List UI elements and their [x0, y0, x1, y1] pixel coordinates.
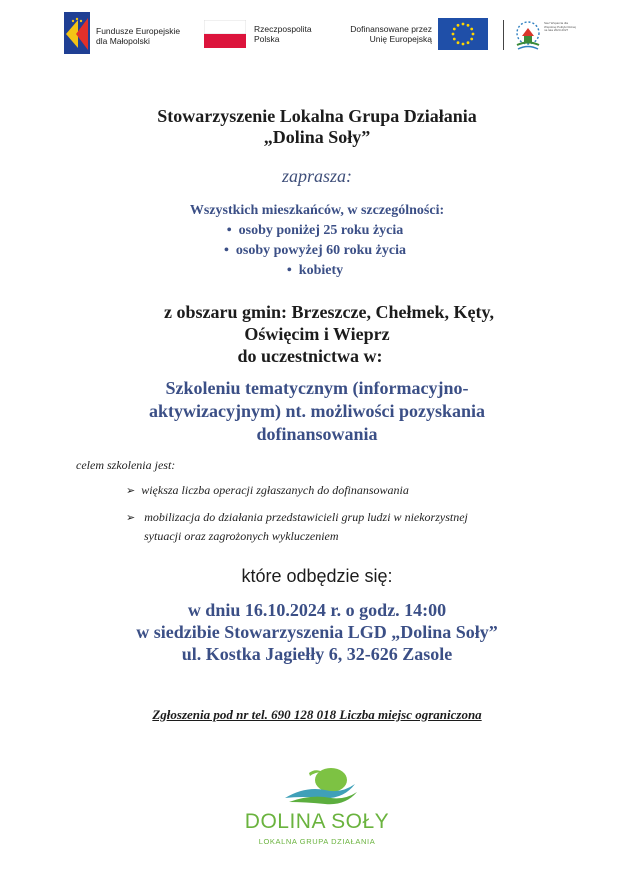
- area-line3: do uczestnictwa w:: [237, 346, 383, 366]
- training-title: [0, 377, 634, 446]
- fe-logo: [64, 12, 194, 56]
- goals-label: celem szkolenia jest:: [76, 458, 176, 472]
- bullet-icon: •: [286, 263, 299, 278]
- logo-divider: [503, 20, 504, 50]
- rp-logo-line1: Rzeczpospolita: [254, 24, 312, 34]
- training-line3: dofinansowania: [256, 424, 378, 444]
- eu-flag-icon: [438, 18, 488, 50]
- event-place: w siedzibie Stowarzyszenia LGD „Dolina Soły”: [136, 622, 498, 642]
- training-line1: Szkoleniu tematycznym (informacyjno-: [165, 378, 469, 398]
- organizer-title: [0, 106, 634, 148]
- rp-logo: [204, 20, 334, 50]
- brand-name: DOLINA SOŁY: [244, 810, 390, 833]
- event-intro: które odbędzie się:: [241, 566, 393, 586]
- fe-logo-line1: Fundusze Europejskie: [96, 26, 181, 36]
- goal-item-text-line1: mobilizacja do działania przedstawicieli grup ludzi w niekorzystnej: [144, 510, 468, 524]
- fe-flag-icon: [64, 12, 90, 54]
- eu-logo: [336, 18, 496, 52]
- contact-line: Zgłoszenia pod nr tel. 690 128 018 Liczba miejsc ograniczona: [152, 707, 482, 722]
- audience-item: • osoby poniżej 25 roku życia: [226, 223, 404, 238]
- dolina-sola-emblem-icon: [281, 764, 361, 808]
- goal-item: [126, 508, 586, 545]
- goal-item: [126, 481, 409, 500]
- invite-text: zaprasza:: [281, 166, 352, 186]
- event-address: ul. Kostka Jagiełły 6, 32-626 Zasole: [181, 644, 453, 664]
- brand-subtitle: LOKALNA GRUPA DZIAŁANIA: [258, 837, 376, 846]
- audience-list: [0, 221, 634, 281]
- audience-item: • kobiety: [286, 263, 344, 278]
- ksow-logo-text: Sieć Wsparcia dla Wspólnej Polityki Rolnej na lata 2023-2027: [544, 21, 577, 33]
- training-line2: aktywizacyjnym) nt. możliwości pozyskania: [149, 401, 485, 421]
- event-details: [0, 599, 634, 665]
- rp-logo-line2: Polska: [254, 34, 280, 44]
- goal-item-text: większa liczba operacji zgłaszanych do dofinansowania: [141, 483, 409, 497]
- area-line2: Oświęcim i Wieprz: [244, 324, 390, 344]
- area-line1: z obszaru gmin: Brzeszcze, Chełmek, Kęty,: [164, 302, 494, 322]
- area-text: [0, 301, 634, 367]
- fe-logo-line2: dla Małopolski: [96, 36, 150, 46]
- goal-item-text-line2: sytuacji oraz zagrożonych wykluczeniem: [144, 529, 339, 543]
- audience-item: • osoby powyżej 60 roku życia: [224, 243, 406, 258]
- event-datetime: w dniu 16.10.2024 r. o godz. 14:00: [187, 600, 447, 620]
- audience-intro: Wszystkich mieszkańców, w szczególności:: [189, 203, 445, 218]
- organizer-line2: „Dolina Soły”: [263, 127, 371, 147]
- dolina-sola-logo: [0, 760, 634, 860]
- arrow-bullet-icon: ➢: [126, 511, 136, 524]
- polish-flag-icon: [204, 20, 246, 48]
- ksow-emblem-icon: [514, 18, 542, 52]
- arrow-bullet-icon: ➢: [126, 484, 136, 497]
- bullet-icon: •: [226, 223, 239, 238]
- eu-logo-line1: Dofinansowane przez: [350, 24, 432, 34]
- ksow-logo: [514, 16, 580, 54]
- organizer-line1: Stowarzyszenie Lokalna Grupa Działania: [157, 106, 477, 126]
- bullet-icon: •: [224, 243, 236, 258]
- eu-logo-line2: Unię Europejską: [369, 34, 432, 44]
